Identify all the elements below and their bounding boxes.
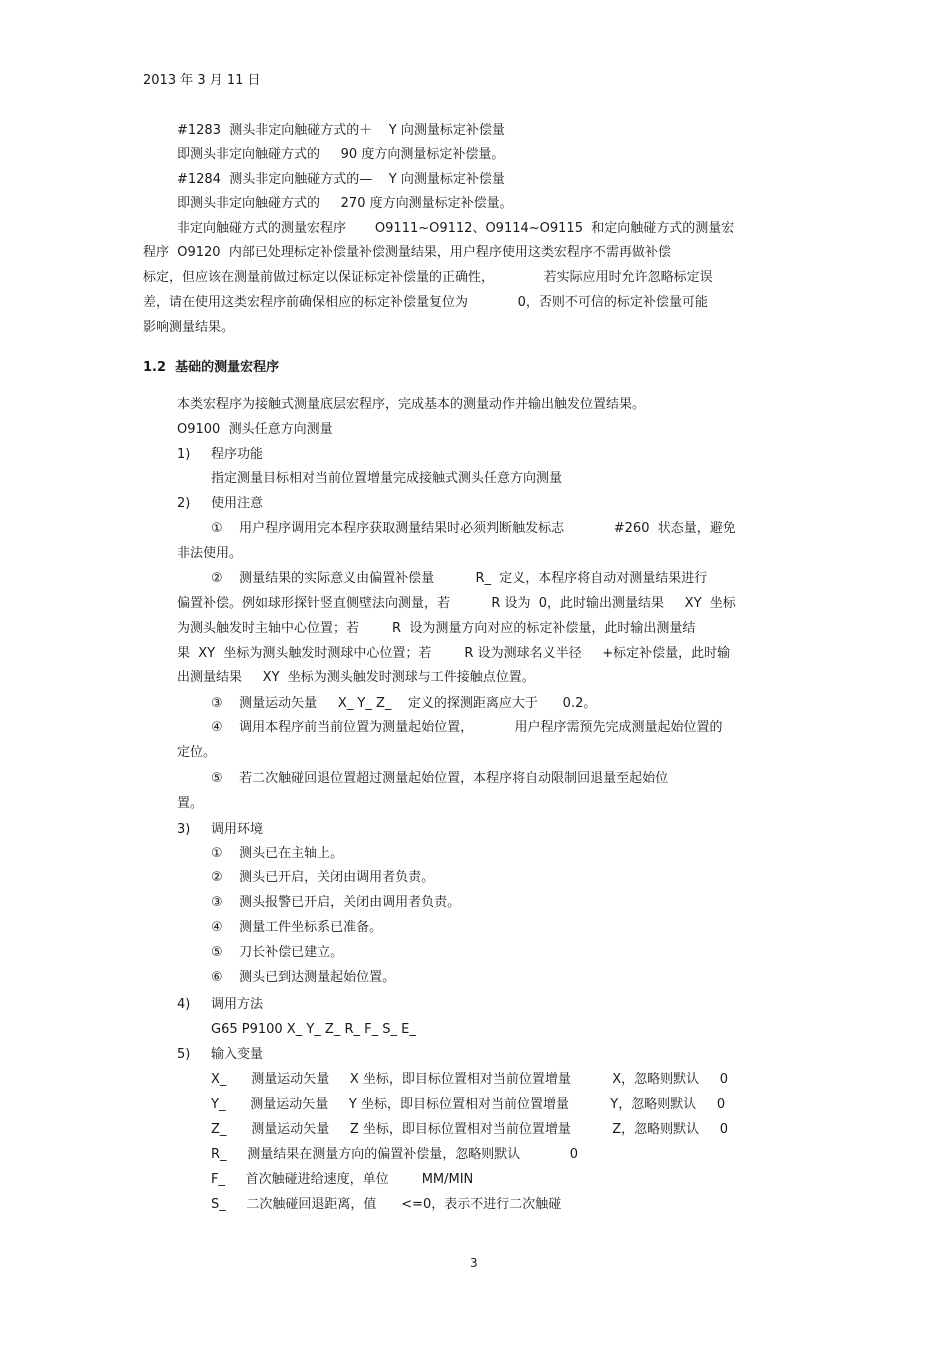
text-line: 非法使用。 <box>177 546 243 561</box>
text-line: 为测头触发时主轴中心位置；若 R 设为测量方向对应的标定补偿量，此时输出测量结 <box>177 621 696 636</box>
text-line: 出测量结果 XY 坐标为测头触发时测球与工件接触点位置。 <box>177 670 535 685</box>
list-heading: 2) 使用注意 <box>177 496 264 511</box>
text-line: 置。 <box>177 796 204 811</box>
list-item: ② 测量结果的实际意义由偏置补偿量 R_ 定义，本程序将自动对测量结果进行 <box>211 571 708 586</box>
list-item: ① 用户程序调用完本程序获取测量结果时必须判断触发标志 #260 状态量，避免 <box>211 521 736 536</box>
text-line: 本类宏程序为接触式测量底层宏程序，完成基本的测量动作并输出触发位置结果。 <box>177 397 646 412</box>
list-heading: 4) 调用方法 <box>177 997 264 1012</box>
text-line: 影响测量结果。 <box>143 320 235 335</box>
text-line: 即测头非定向触碰方式的 270 度方向测量标定补偿量。 <box>177 196 513 211</box>
text-line: 标定，但应该在测量前做过标定以保证标定补偿量的正确性， 若实际应用时允许忽略标定误 <box>143 270 713 285</box>
list-heading: 1) 程序功能 <box>177 447 264 462</box>
text-line: 定位。 <box>177 745 217 760</box>
variable-row: Y_ 测量运动矢量 Y 坐标，即目标位置相对当前位置增量 Y，忽略则默认 0 <box>211 1097 726 1112</box>
text-line: 程序 O9120 内部已处理标定补偿量补偿测量结果，用户程序使用这类宏程序不需再做补偿 <box>143 245 671 260</box>
text-line: 指定测量目标相对当前位置增量完成接触式测头任意方向测量 <box>211 471 563 486</box>
list-item: ④ 调用本程序前当前位置为测量起始位置， 用户程序需预先完成测量起始位置的 <box>211 720 723 735</box>
variable-row: F_ 首次触碰进给速度，单位 MM/MIN <box>211 1172 474 1187</box>
list-heading: 5) 输入变量 <box>177 1047 264 1062</box>
text-line: 偏置补偿。例如球形探针竖直侧壁法向测量，若 R 设为 0，此时输出测量结果 XY 坐标 <box>177 596 736 611</box>
section-heading: 1.2 基础的测量宏程序 <box>143 360 280 375</box>
subsection-title: O9100 测头任意方向测量 <box>177 422 333 437</box>
list-item: ⑥ 测头已到达测量起始位置。 <box>211 970 396 985</box>
text-line: 即测头非定向触碰方式的 90 度方向测量标定补偿量。 <box>177 147 505 162</box>
variable-row: R_ 测量结果在测量方向的偏置补偿量，忽略则默认 0 <box>211 1147 579 1162</box>
text-line: 差，请在使用这类宏程序前确保相应的标定补偿量复位为 0，否则不可信的标定补偿量可能 <box>143 295 708 310</box>
code-line: G65 P9100 X_ Y_ Z_ R_ F_ S_ E_ <box>211 1022 416 1037</box>
list-item: ③ 测头报警已开启，关闭由调用者负责。 <box>211 895 461 910</box>
variable-row: Z_ 测量运动矢量 Z 坐标，即目标位置相对当前位置增量 Z，忽略则默认 0 <box>211 1122 729 1137</box>
list-item: ⑤ 若二次触碰回退位置超过测量起始位置，本程序将自动限制回退量至起始位 <box>211 771 669 786</box>
variable-row: S_ 二次触碰回退距离，值 <=0，表示不进行二次触碰 <box>211 1197 562 1212</box>
list-item: ⑤ 刀长补偿已建立。 <box>211 945 344 960</box>
variable-row: X_ 测量运动矢量 X 坐标，即目标位置相对当前位置增量 X，忽略则默认 0 <box>211 1072 729 1087</box>
header-date: 2013 年 3 月 11 日 <box>143 73 261 88</box>
text-line: 果 XY 坐标为测头触发时测球中心位置；若 R 设为测球名义半径 +标定补偿量，此时输 <box>177 646 731 661</box>
list-heading: 3) 调用环境 <box>177 822 264 837</box>
list-item: ① 测头已在主轴上。 <box>211 846 344 861</box>
list-item: ③ 测量运动矢量 X_ Y_ Z_ 定义的探测距离应大于 0.2。 <box>211 696 597 711</box>
list-item: ④ 测量工件坐标系已准备。 <box>211 920 383 935</box>
text-line: #1284 测头非定向触碰方式的— Y 向测量标定补偿量 <box>177 172 505 187</box>
text-line: #1283 测头非定向触碰方式的＋ Y 向测量标定补偿量 <box>177 123 505 138</box>
page-number: 3 <box>470 1256 478 1270</box>
list-item: ② 测头已开启，关闭由调用者负责。 <box>211 870 435 885</box>
text-line: 非定向触碰方式的测量宏程序 O9111~O9112、O9114~O9115 和定向触碰方式的测量宏 <box>177 221 735 236</box>
